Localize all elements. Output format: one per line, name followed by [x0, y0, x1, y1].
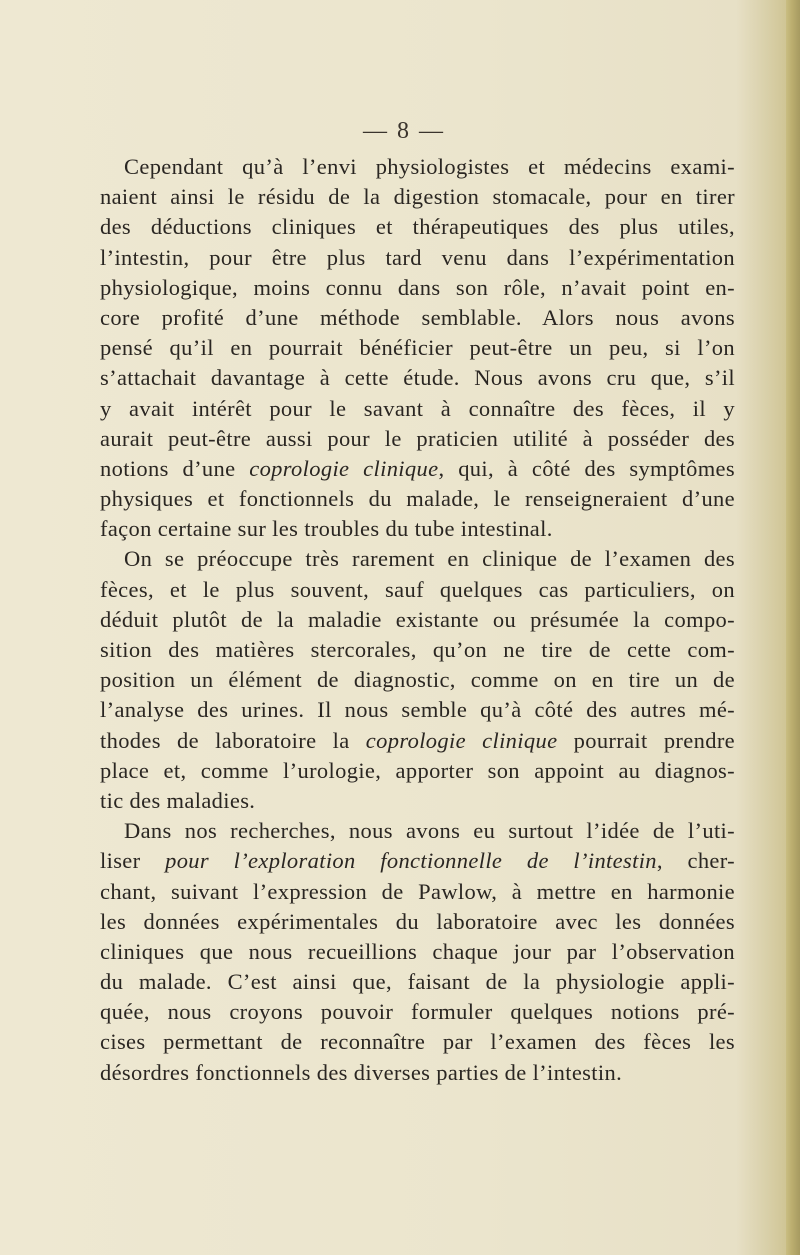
- text-line: y avait intérêt pour le savant à connaître des fèces, il y: [100, 395, 735, 421]
- text-line: place et, comme l’urologie, apporter son appoint au diagnos-: [100, 757, 735, 783]
- body-text: [100, 152, 735, 1088]
- text-line: position un élément de diagnostic, comme on en tire un de: [100, 667, 735, 693]
- text-line: aurait peut-être aussi pour le praticien utilité à posséder des: [100, 425, 735, 451]
- text-line: Dans nos recherches, nous avons eu surtout l’idée de l’uti-: [124, 818, 735, 844]
- text-line: s’attachait davantage à cette étude. Nous avons cru que, s’il: [100, 365, 735, 391]
- text-line: chant, suivant l’expression de Pawlow, à mettre en harmonie: [100, 878, 735, 904]
- text-line: physiques et fonctionnels du malade, le renseigneraient d’une: [100, 486, 735, 512]
- italic-term: pour l’exploration fonctionnelle de l’intestin: [165, 848, 657, 874]
- text-line: notions d’une coprologie clinique, qui, à côté des symptômes: [100, 455, 735, 481]
- text-line: naient ainsi le résidu de la digestion stomacale, pour en tirer: [100, 184, 735, 210]
- text-line: désordres fonctionnels des diverses parties de l’intestin.: [100, 1059, 623, 1085]
- text-line: pensé qu’il en pourrait bénéficier peut-être un peu, si l’on: [100, 335, 735, 361]
- text-line: l’analyse des urines. Il nous semble qu’à côté des autres mé-: [100, 697, 735, 723]
- text-line: liser pour l’exploration fonctionnelle de l’intestin, cher-: [100, 848, 735, 874]
- text-line: l’intestin, pour être plus tard venu dans l’expérimentation: [100, 244, 735, 270]
- text-line: Cependant qu’à l’envi physiologistes et médecins exami-: [124, 154, 735, 179]
- text-line: les données expérimentales du laboratoire avec les données: [100, 908, 735, 934]
- text-line: quée, nous croyons pouvoir formuler quelques notions pré-: [100, 999, 735, 1025]
- text-line: cliniques que nous recueillions chaque jour par l’observation: [100, 938, 735, 964]
- page-number: — 8 —: [363, 118, 445, 144]
- text-line: déduit plutôt de la maladie existante ou présumée la compo-: [100, 606, 735, 632]
- text-line: thodes de laboratoire la coprologie clinique pourrait prendre: [100, 727, 735, 753]
- text-line: tic des maladies.: [100, 787, 256, 813]
- italic-term: coprologie clinique: [249, 455, 439, 481]
- page-edge: [786, 0, 800, 1255]
- text-line: fèces, et le plus souvent, sauf quelques cas particuliers, on: [100, 576, 735, 602]
- text-line: cises permettant de reconnaître par l’examen des fèces les: [100, 1029, 735, 1055]
- text-line: des déductions cliniques et thérapeutiques des plus utiles,: [100, 214, 735, 240]
- text-line: physiologique, moins connu dans son rôle, n’avait point en-: [100, 274, 735, 300]
- italic-term: coprologie clinique: [365, 727, 558, 753]
- text-line: du malade. C’est ainsi que, faisant de la physiologie appli-: [100, 969, 735, 995]
- text-line: sition des matières stercorales, qu’on ne tire de cette com-: [100, 637, 735, 662]
- text-line: core profité d’une méthode semblable. Alors nous avons: [100, 304, 735, 330]
- text-line: On se préoccupe très rarement en clinique de l’examen des: [124, 546, 735, 572]
- text-line: façon certaine sur les troubles du tube intestinal.: [100, 516, 553, 542]
